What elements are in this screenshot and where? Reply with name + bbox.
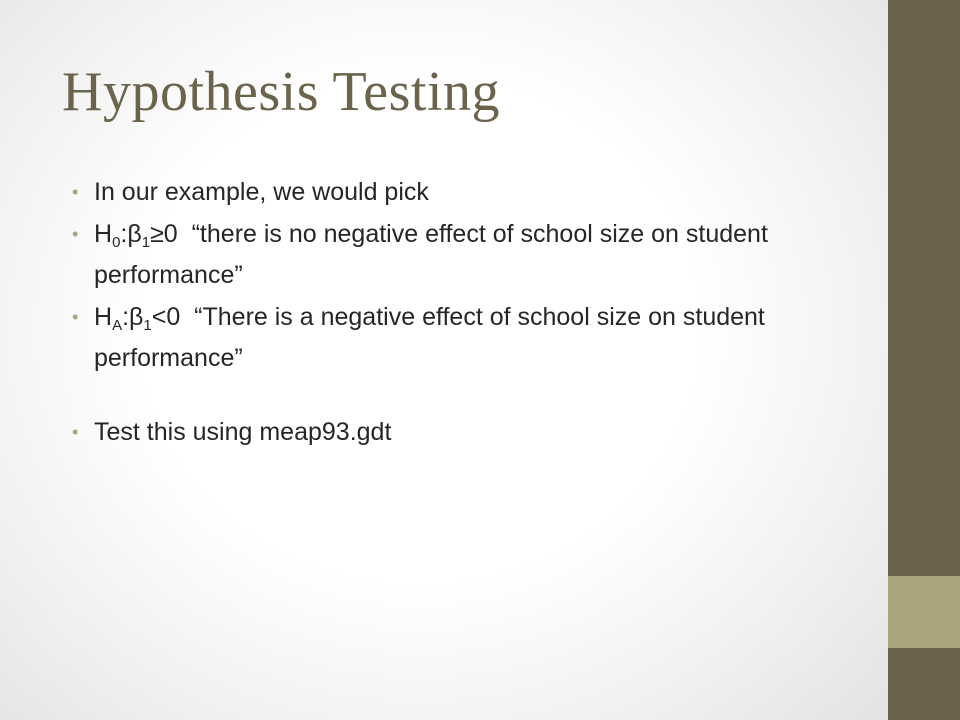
relation: ≥0 (150, 220, 178, 248)
beta-subscript: 1 (143, 317, 152, 334)
hypothesis-quote: “There is a negative effect of school size on student performance” (94, 303, 765, 372)
sidebar-accent-middle (888, 576, 960, 648)
slide-title: Hypothesis Testing (62, 61, 501, 123)
hypothesis-subscript: 0 (112, 234, 121, 251)
hypothesis-quote: “there is no negative effect of school size on student performance” (94, 220, 768, 289)
beta-symbol: :β (122, 303, 144, 331)
bullet-dot: • (72, 307, 79, 327)
bullet-item-null-hypothesis (72, 218, 862, 291)
beta-subscript: 1 (141, 234, 151, 251)
bullet-item-test (72, 416, 862, 448)
sidebar-accent-top (888, 0, 960, 576)
bullet-dot: • (72, 422, 79, 442)
bullet-item-alternative-hypothesis (72, 301, 862, 374)
hypothesis-subscript: A (112, 317, 123, 334)
relation: <0 (151, 303, 181, 331)
sidebar-accent-bottom (888, 648, 960, 720)
bullet-dot: • (72, 224, 79, 244)
hypothesis-label: H (94, 303, 113, 331)
hypothesis-label: H (94, 220, 113, 248)
bullet-dot: • (72, 182, 79, 202)
beta-symbol: :β (120, 220, 142, 248)
bullet-text: In our example, we would pick (94, 178, 429, 206)
bullet-item-example (72, 176, 862, 208)
bullet-text: Test this using meap93.gdt (94, 418, 392, 446)
bullet-list (72, 176, 862, 458)
